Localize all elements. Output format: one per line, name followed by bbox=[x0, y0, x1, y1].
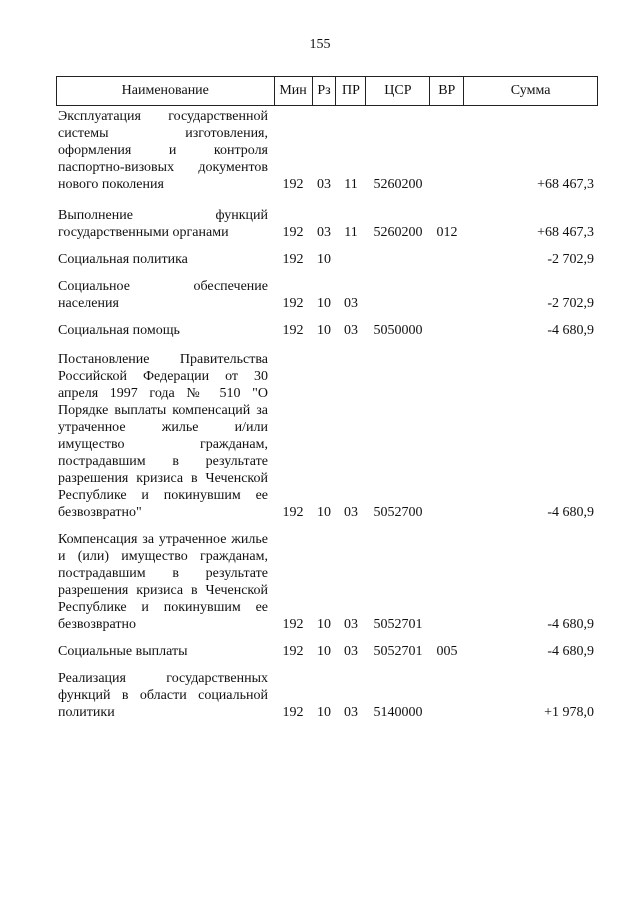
row-sum: +68 467,3 bbox=[537, 225, 594, 240]
table-header bbox=[56, 76, 598, 106]
row-sum: -2 702,9 bbox=[547, 296, 594, 311]
row-csr: 5052701 bbox=[373, 617, 423, 632]
row-pr: 03 bbox=[344, 296, 358, 311]
row-sum: -4 680,9 bbox=[547, 644, 594, 659]
row-vr: 012 bbox=[436, 225, 458, 240]
row-min: 192 bbox=[282, 505, 304, 520]
row-csr: 5050000 bbox=[373, 323, 423, 338]
row-vr: 005 bbox=[436, 644, 458, 659]
row-rz: 10 bbox=[317, 252, 331, 267]
row-rz: 10 bbox=[317, 323, 331, 338]
table-row bbox=[56, 322, 598, 339]
row-csr: 5140000 bbox=[373, 705, 423, 720]
row-pr: 03 bbox=[344, 705, 358, 720]
row-name: Постановление Правительства Российской Федерации от 30 апреля 1997 года № 510 "О Порядке выплаты компенсаций за утраченное жилье и/или имущество гражданам, пострадавшим в результате разрешения кризиса в Чеченской Республике и покинувшим ее безвозвратно" bbox=[58, 352, 268, 520]
table-row bbox=[56, 670, 598, 721]
row-csr: 5052700 bbox=[373, 505, 423, 520]
header-csr: ЦСР bbox=[366, 77, 430, 105]
table-row bbox=[56, 643, 598, 660]
row-rz: 03 bbox=[317, 177, 331, 192]
row-name: Социальная политика bbox=[58, 252, 188, 267]
row-csr: 5260200 bbox=[373, 225, 423, 240]
page-number: 155 bbox=[309, 37, 331, 52]
header-sum: Сумма bbox=[464, 77, 598, 105]
header-min: Мин bbox=[275, 77, 313, 105]
row-sum: -4 680,9 bbox=[547, 505, 594, 520]
row-csr: 5260200 bbox=[373, 177, 423, 192]
row-min: 192 bbox=[282, 617, 304, 632]
row-pr: 11 bbox=[344, 177, 358, 192]
row-pr: 03 bbox=[344, 617, 358, 632]
row-name: Социальные выплаты bbox=[58, 644, 188, 659]
row-rz: 10 bbox=[317, 644, 331, 659]
row-sum: +1 978,0 bbox=[544, 705, 594, 720]
row-name: Социальное обеспечение населения bbox=[58, 279, 268, 311]
table-row bbox=[56, 531, 598, 633]
row-sum: -2 702,9 bbox=[547, 252, 594, 267]
row-min: 192 bbox=[282, 296, 304, 311]
row-pr: 11 bbox=[344, 225, 358, 240]
header-pr: ПР bbox=[336, 77, 366, 105]
row-pr: 03 bbox=[344, 323, 358, 338]
row-rz: 03 bbox=[317, 225, 331, 240]
row-min: 192 bbox=[282, 252, 304, 267]
row-rz: 10 bbox=[317, 617, 331, 632]
header-vr: ВР bbox=[430, 77, 464, 105]
row-name: Реализация государственных функций в области социальной политики bbox=[58, 671, 268, 720]
row-min: 192 bbox=[282, 705, 304, 720]
row-sum: +68 467,3 bbox=[537, 177, 594, 192]
table-body bbox=[56, 108, 598, 721]
row-csr: 5052701 bbox=[373, 644, 423, 659]
row-name: Компенсация за утраченное жилье и (или) имущество гражданам, пострадавшим в результате разрешения кризиса в Чеченской Республике и покинувшим ее безвозвратно bbox=[58, 532, 268, 632]
table-row bbox=[56, 251, 598, 268]
table-row bbox=[56, 108, 598, 193]
row-min: 192 bbox=[282, 177, 304, 192]
row-rz: 10 bbox=[317, 705, 331, 720]
table-row bbox=[56, 351, 598, 521]
row-rz: 10 bbox=[317, 296, 331, 311]
row-sum: -4 680,9 bbox=[547, 323, 594, 338]
row-sum: -4 680,9 bbox=[547, 617, 594, 632]
header-name: Наименование bbox=[57, 77, 275, 105]
row-name: Выполнение функций государственными органами bbox=[58, 208, 268, 240]
table-row bbox=[56, 207, 598, 241]
header-rz: Рз bbox=[313, 77, 337, 105]
row-name: Эксплуатация государственной системы изготовления, оформления и контроля паспортно-визовых документов нового поколения bbox=[58, 109, 268, 192]
row-min: 192 bbox=[282, 323, 304, 338]
row-pr: 03 bbox=[344, 505, 358, 520]
budget-table bbox=[56, 76, 598, 721]
table-row bbox=[56, 278, 598, 312]
row-name: Социальная помощь bbox=[58, 323, 180, 338]
row-min: 192 bbox=[282, 644, 304, 659]
row-pr: 03 bbox=[344, 644, 358, 659]
row-rz: 10 bbox=[317, 505, 331, 520]
row-min: 192 bbox=[282, 225, 304, 240]
